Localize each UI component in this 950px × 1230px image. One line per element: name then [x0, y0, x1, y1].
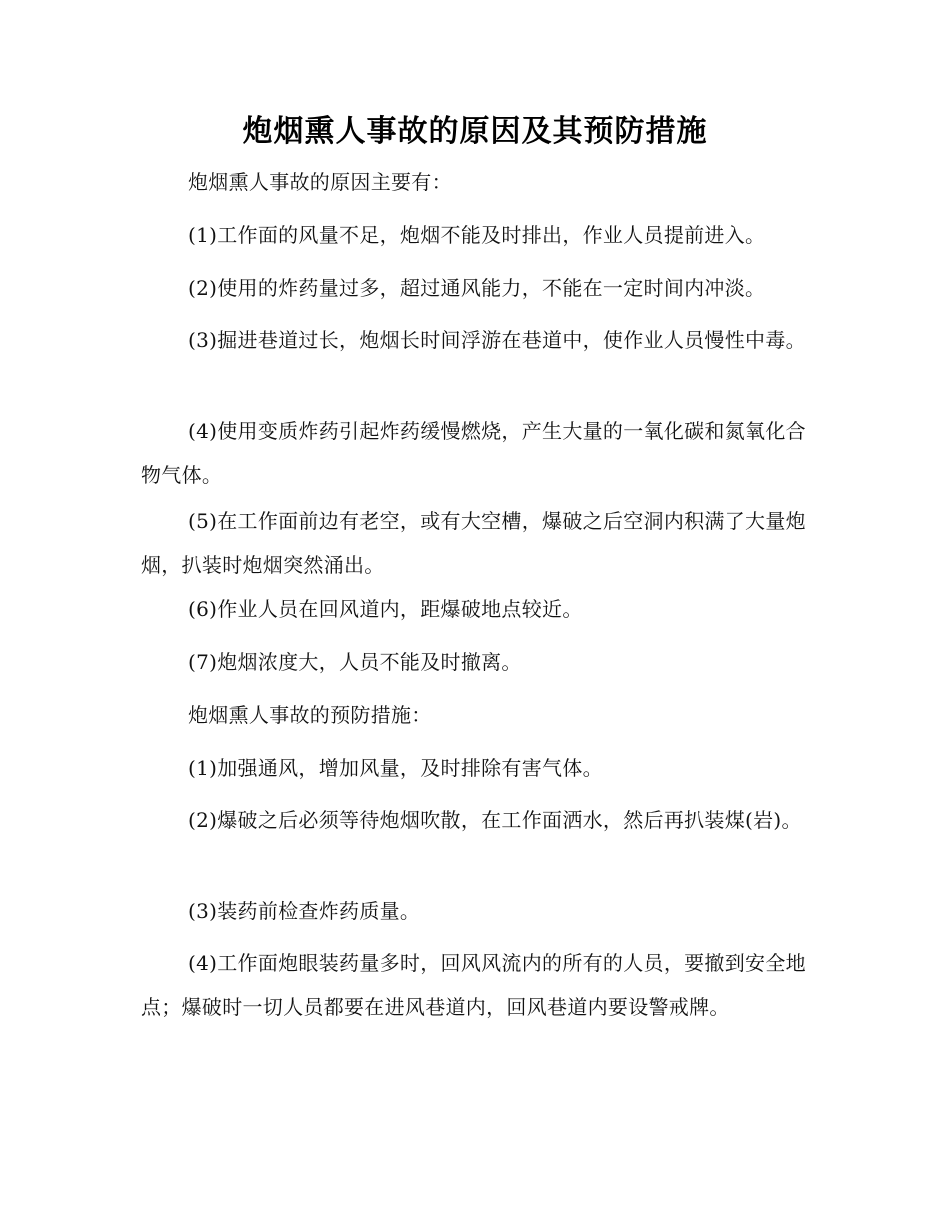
- cause-item-3: (3)掘进巷道过长，炮烟长时间浮游在巷道中，使作业人员慢性中毒。: [188, 328, 806, 352]
- cause-item-4: (4)使用变质炸药引起炸药缓慢燃烧，产生大量的一氧化碳和氮氧化合物气体。: [141, 419, 806, 487]
- cause-item-1: (1)工作面的风量不足，炮烟不能及时排出，作业人员提前进入。: [188, 223, 766, 247]
- document-title: 炮烟熏人事故的原因及其预防措施: [242, 114, 708, 149]
- section-heading-causes: 炮烟熏人事故的原因主要有：: [188, 170, 452, 194]
- prevention-item-1: (1)加强通风，增加风量，及时排除有害气体。: [188, 756, 603, 780]
- prevention-item-3: (3)装药前检查炸药质量。: [188, 899, 421, 923]
- prevention-item-4: (4)工作面炮眼装药量多时，回风风流内的所有的人员，要撤到安全地点；爆破时一切人员都要在进风巷道内，回风巷道内要设警戒牌。: [141, 951, 806, 1019]
- cause-item-5: (5)在工作面前边有老空，或有大空槽，爆破之后空洞内积满了大量炮烟，扒装时炮烟突然涌出。: [141, 509, 806, 577]
- cause-item-6: (6)作业人员在回风道内，距爆破地点较近。: [188, 597, 583, 621]
- prevention-item-2: (2)爆破之后必须等待炮烟吹散，在工作面洒水，然后再扒装煤(岩)。: [188, 808, 802, 832]
- cause-item-7: (7)炮烟浓度大，人员不能及时撤离。: [188, 650, 522, 674]
- cause-item-2: (2)使用的炸药量过多，超过通风能力，不能在一定时间内冲淡。: [188, 276, 766, 300]
- section-heading-prevention: 炮烟熏人事故的预防措施：: [188, 703, 432, 727]
